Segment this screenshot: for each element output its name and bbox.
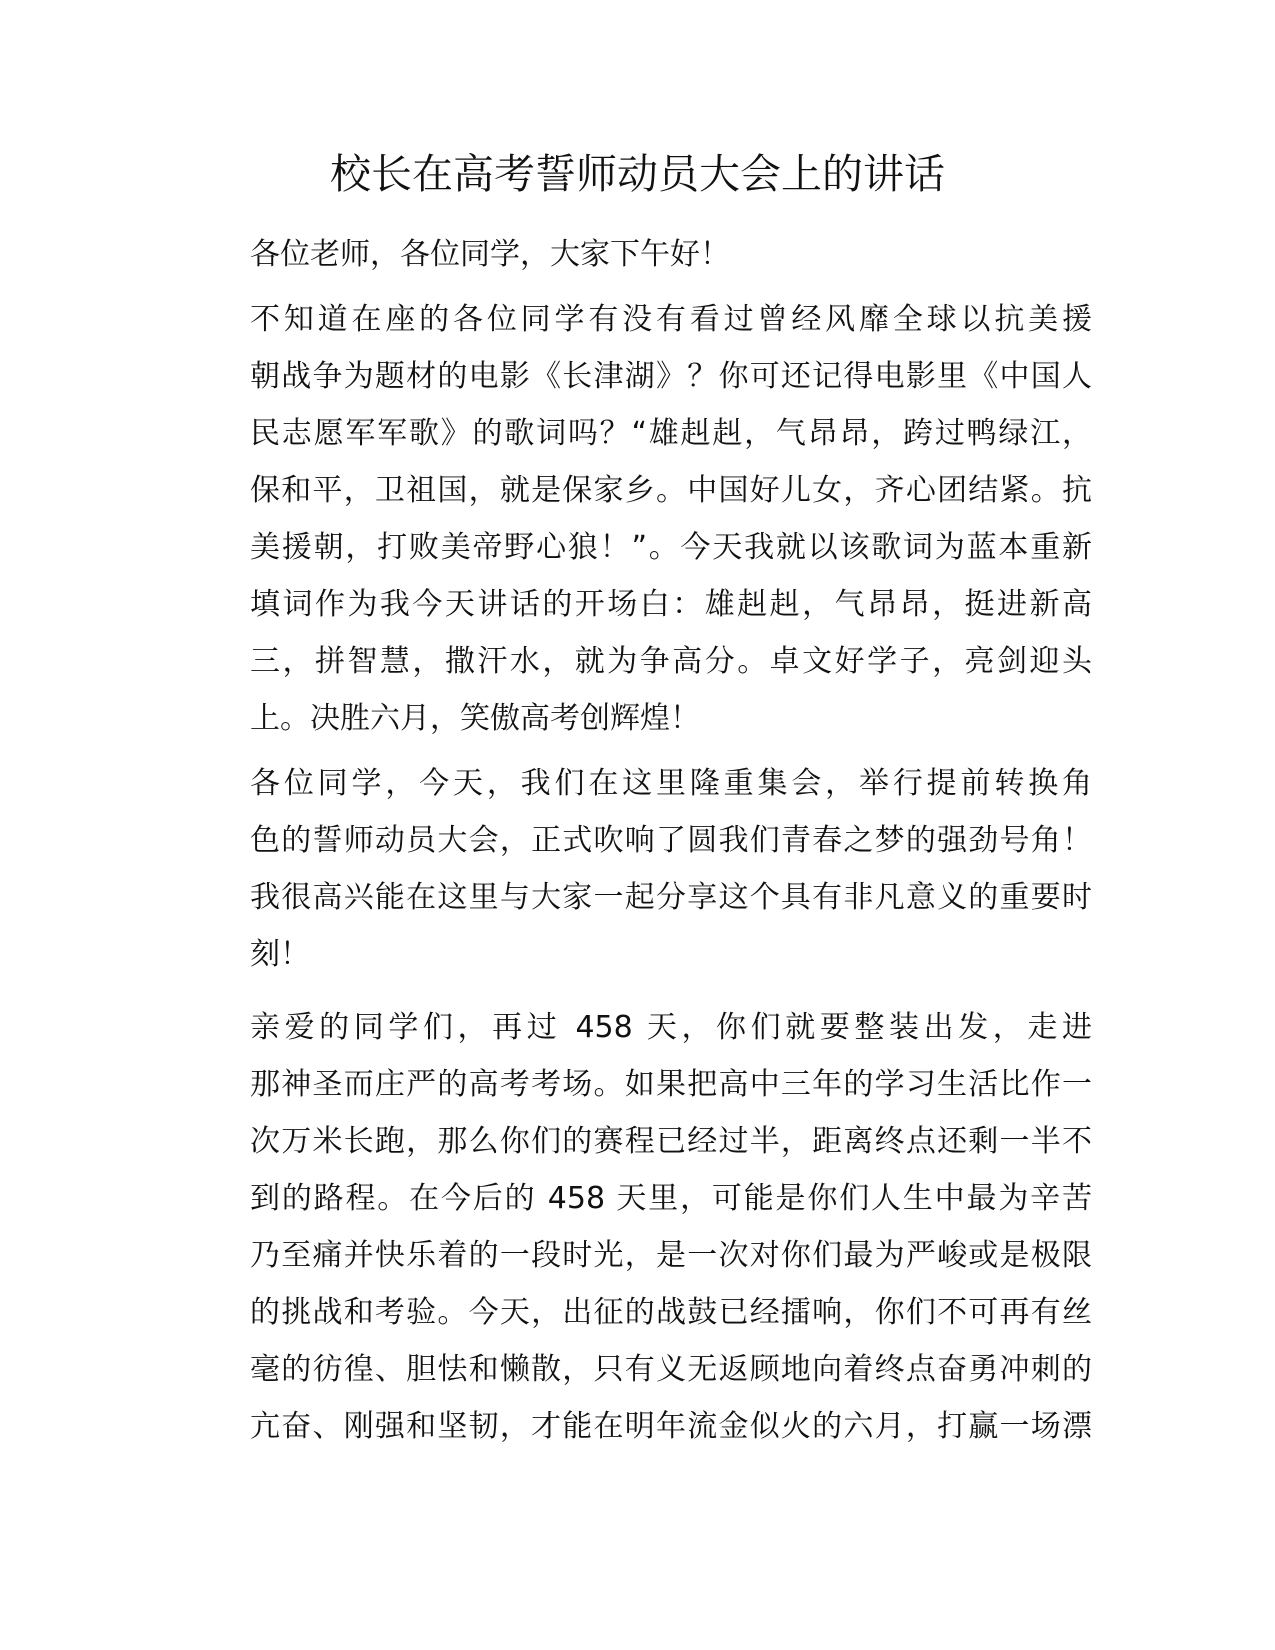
text-line: 的挑战和考验。今天，出征的战鼓已经擂响，你们不可再有丝 (250, 1295, 1092, 1330)
paragraph-greeting (186, 226, 1092, 283)
paragraph-song-intro (186, 291, 1092, 747)
text-line: 上。决胜六月，笑傲高考创辉煌！ (250, 701, 700, 736)
text-line: 次万米长跑，那么你们的赛程已经过半，距离终点还剩一半不 (250, 1124, 1092, 1159)
document-title: 校长在高考誓师动员大会上的讲话 (330, 150, 945, 198)
text-line: 我很高兴能在这里与大家一起分享这个具有非凡意义的重要时 (250, 880, 1092, 915)
text-line: 到的路程。在今后的 458 天里，可能是你们人生中最为辛苦 (250, 1181, 1092, 1216)
text-line: 填词作为我今天讲话的开场白：雄赳赳，气昂昂，挺进新高 (250, 587, 1092, 622)
text-line: 三，拼智慧，撒汗水，就为争高分。卓文好学子，亮剑迎头 (250, 644, 1092, 679)
text-line: 色的誓师动员大会，正式吹响了圆我们青春之梦的强劲号角！ (250, 823, 1092, 858)
text-line: 毫的彷徨、胆怯和懒散，只有义无返顾地向着终点奋勇冲刺的 (250, 1352, 1092, 1387)
text-line: 刻！ (250, 937, 310, 972)
text-line: 乃至痛并快乐着的一段时光，是一次对你们最为严峻或是极限 (250, 1238, 1092, 1273)
text-line: 朝战争为题材的电影《长津湖》？你可还记得电影里《中国人 (250, 359, 1092, 394)
text-line: 民志愿军军歌》的歌词吗？“雄赳赳，气昂昂，跨过鸭绿江， (250, 416, 1092, 451)
text-line: 美援朝，打败美帝野心狼！”。今天我就以该歌词为蓝本重新 (250, 530, 1092, 565)
text-line: 不知道在座的各位同学有没有看过曾经风靡全球以抗美援 (250, 302, 1092, 337)
paragraph-assembly (186, 755, 1092, 983)
text-line: 亢奋、刚强和坚韧，才能在明年流金似火的六月，打赢一场漂 (250, 1409, 1092, 1444)
text-line: 那神圣而庄严的高考考场。如果把高中三年的学习生活比作一 (250, 1067, 1092, 1102)
paragraph-countdown (186, 999, 1092, 1455)
text-line: 各位同学，今天，我们在这里隆重集会，举行提前转换角 (250, 766, 1092, 801)
text-line: 各位老师，各位同学，大家下午好！ (250, 237, 730, 272)
document-body (186, 226, 1092, 1455)
text-line: 保和平，卫祖国，就是保家乡。中国好儿女，齐心团结紧。抗 (250, 473, 1092, 508)
text-line: 亲爱的同学们，再过 458 天，你们就要整装出发，走进 (250, 1010, 1092, 1045)
